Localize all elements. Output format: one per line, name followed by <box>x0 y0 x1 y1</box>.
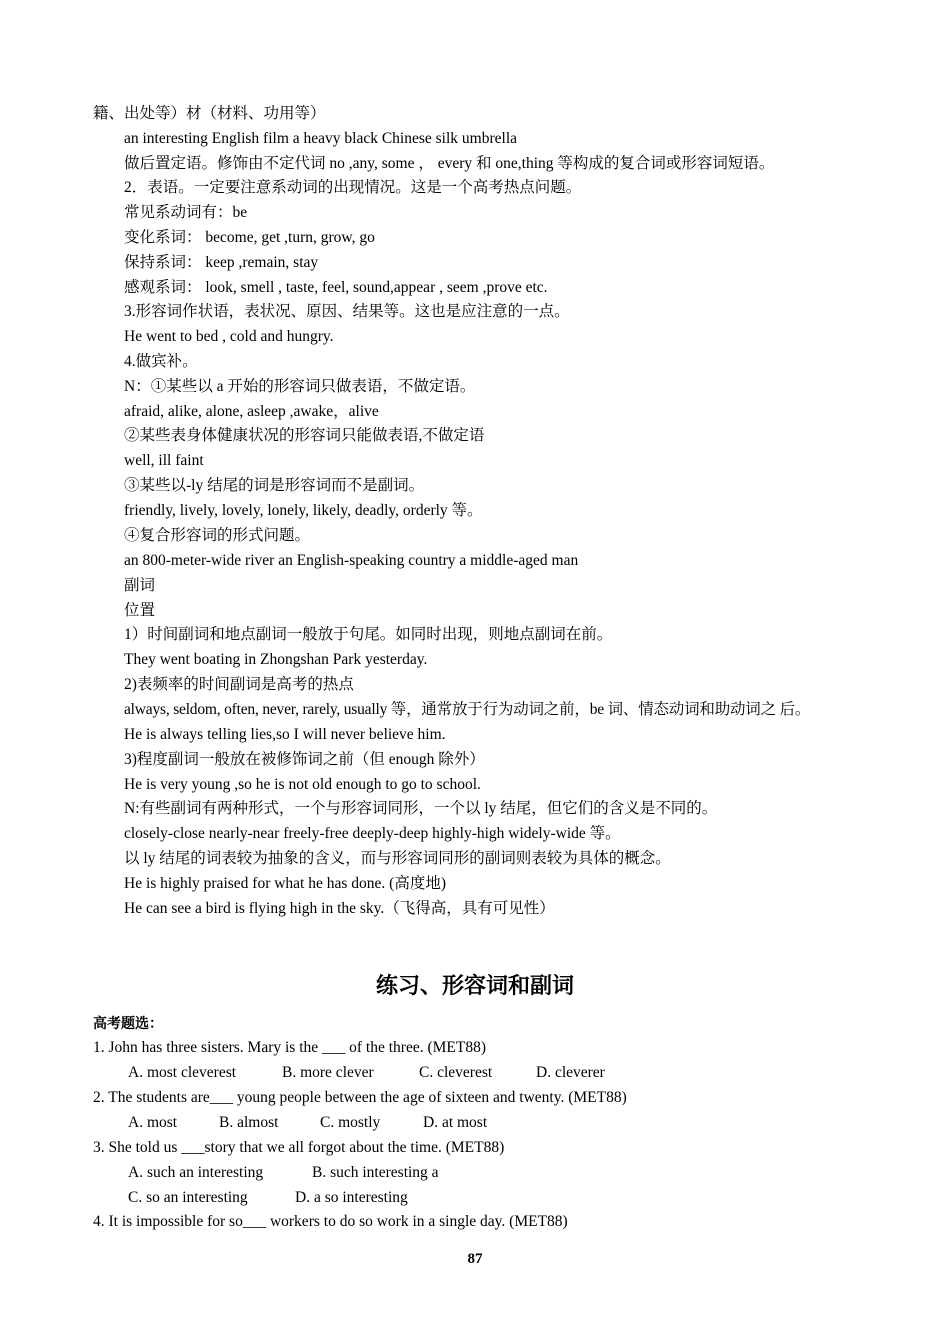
option-c: C. cleverest <box>419 1064 493 1081</box>
text-line: 籍、出处等）材（材料、功用等） <box>93 105 326 122</box>
option-a: A. such an interesting <box>128 1164 264 1181</box>
text-line: well, ill faint <box>124 452 204 469</box>
text-line: always, seldom, often, never, rarely, usually 等，通常放于行为动词之前，be 词、情态动词和助动词之 后。 <box>124 701 811 718</box>
option-a: A. most cleverest <box>128 1064 237 1081</box>
text-line: He is very young ,so he is not old enough to go to school. <box>124 776 481 793</box>
option-c: C. so an interesting <box>128 1189 248 1206</box>
text-line: closely-close nearly-near freely-free deeply-deep highly-high widely-wide 等。 <box>124 825 621 842</box>
text-line: 3.形容词作状语，表状况、原因、结果等。这也是应注意的一点。 <box>124 303 570 320</box>
text-line: 2．表语。一定要注意系动词的出现情况。这是一个高考热点问题。 <box>124 179 582 196</box>
text-line: 位置 <box>124 602 156 619</box>
option-a: A. most <box>128 1114 178 1131</box>
text-line: friendly, lively, lovely, lonely, likely, deadly, orderly 等。 <box>124 502 483 519</box>
question-3-options-row1 <box>128 1163 439 1183</box>
option-b: B. more clever <box>282 1064 374 1081</box>
text-line: 4.做宾补。 <box>124 353 198 370</box>
text-line: They went boating in Zhongshan Park yesterday. <box>124 651 428 668</box>
text-line: 感观系词： look, smell , taste, feel, sound,appear , seem ,prove etc. <box>124 279 548 296</box>
text-line: 3)程度副词一般放在被修饰词之前（但 enough 除外） <box>124 751 485 768</box>
text-line: 保持系词： keep ,remain, stay <box>124 254 319 271</box>
question-2: 2. The students are___ young people between the age of sixteen and twenty. (MET88) <box>93 1089 627 1106</box>
text-line: 常见系动词有：be <box>124 204 248 221</box>
text-line: afraid, alike, alone, asleep ,awake，alive <box>124 403 379 420</box>
option-d: D. cleverer <box>536 1064 605 1081</box>
text-line: an interesting English film a heavy black Chinese silk umbrella <box>124 130 518 147</box>
text-line: 副词 <box>124 577 156 594</box>
question-4: 4. It is impossible for so___ workers to do so work in a single day. (MET88) <box>93 1213 568 1230</box>
text-line: ③某些以-ly 结尾的词是形容词而不是副词。 <box>124 477 425 494</box>
option-b: B. such interesting a <box>312 1164 439 1181</box>
exercise-title: 练习、形容词和副词 <box>375 974 574 999</box>
text-line: N：①某些以 a 开始的形容词只做表语，不做定语。 <box>124 378 476 395</box>
text-line: 做后置定语。修饰由不定代词 no ,any, some ， every 和 one,thing 等构成的复合词或形容词短语。 <box>124 155 775 172</box>
text-line: 以 ly 结尾的词表较为抽象的含义，而与形容词同形的副词则表较为具体的概念。 <box>124 850 671 867</box>
text-line: He is always telling lies,so I will never believe him. <box>124 726 446 743</box>
text-line: 1）时间副词和地点副词一般放于句尾。如同时出现，则地点副词在前。 <box>124 626 613 643</box>
question-2-options <box>128 1113 487 1133</box>
option-b: B. almost <box>219 1114 279 1131</box>
option-d: D. at most <box>423 1114 488 1131</box>
text-line: an 800-meter-wide river an English-speaking country a middle-aged man <box>124 552 579 569</box>
exercise-subtitle: 高考题选： <box>93 1016 163 1032</box>
question-1: 1. John has three sisters. Mary is the ___ of the three. (MET88) <box>93 1039 487 1056</box>
text-line: 变化系词： become, get ,turn, grow, go <box>124 229 375 246</box>
text-line: N:有些副词有两种形式，一个与形容词同形，一个以 ly 结尾，但它们的含义是不同的。 <box>124 800 718 817</box>
text-line: He can see a bird is flying high in the sky.（飞得高，具有可见性） <box>124 900 555 917</box>
text-line: ④复合形容词的形式问题。 <box>124 527 311 544</box>
option-d: D. a so interesting <box>295 1189 408 1206</box>
question-3-options-row2 <box>128 1188 408 1208</box>
text-line: He is highly praised for what he has done. (高度地) <box>124 875 446 892</box>
text-line: 2)表频率的时间副词是高考的热点 <box>124 676 354 693</box>
question-1-options <box>128 1063 605 1083</box>
question-3: 3. She told us ___story that we all forgot about the time. (MET88) <box>93 1139 505 1156</box>
page-number: 87 <box>467 1251 483 1267</box>
text-line: He went to bed , cold and hungry. <box>124 328 334 345</box>
option-c: C. mostly <box>320 1114 381 1131</box>
text-line: ②某些表身体健康状况的形容词只能做表语,不做定语 <box>124 427 485 444</box>
